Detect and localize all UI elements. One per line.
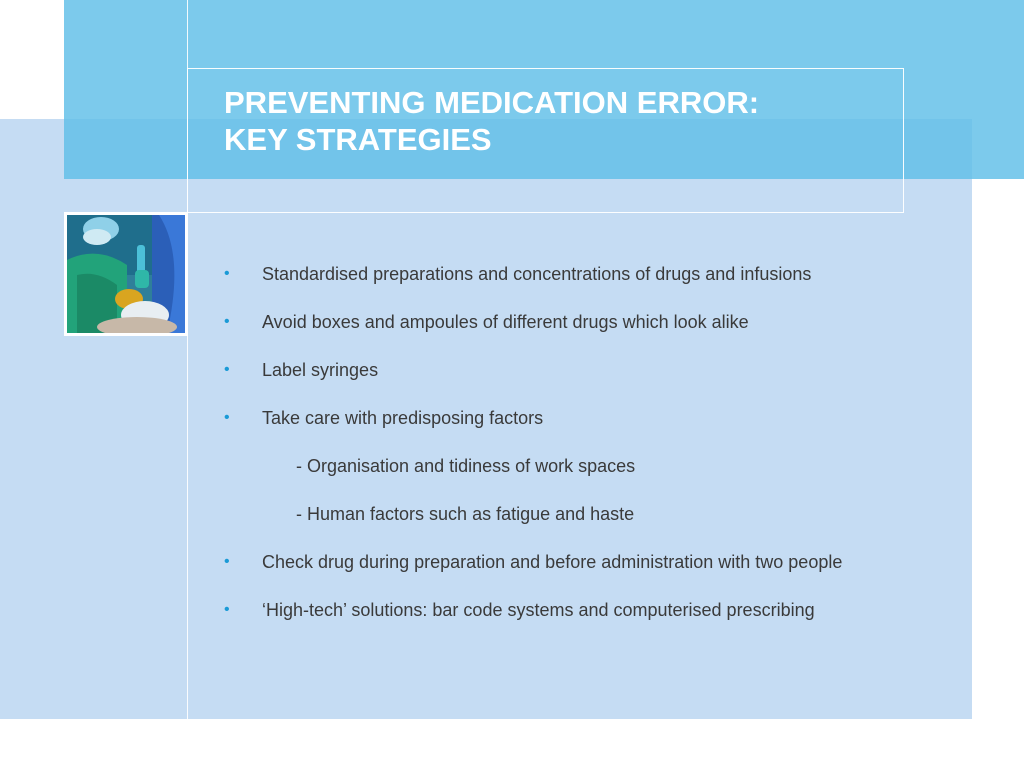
list-item-text: Standardised preparations and concentrations of drugs and infusions <box>262 264 812 284</box>
list-item-text: ‘High-tech’ solutions: bar code systems and computerised prescribing <box>262 600 815 620</box>
sub-list-item-text: - Organisation and tidiness of work spaces <box>296 456 636 476</box>
bullet-glyph: • <box>224 409 230 426</box>
bullet-glyph: • <box>224 601 230 618</box>
bullet-glyph: • <box>224 553 230 570</box>
anaesthetist-photo-icon <box>64 212 188 336</box>
slide-title <box>224 84 759 158</box>
slide-title-line-1: PREVENTING MEDICATION ERROR: <box>224 85 760 120</box>
list-item-text: Label syringes <box>262 360 379 380</box>
list-item-text: Avoid boxes and ampoules of different drugs which look alike <box>262 312 749 332</box>
bullet-glyph: • <box>224 265 230 282</box>
list-item-text: Take care with predisposing factors <box>262 408 544 428</box>
sub-list-item-text: - Human factors such as fatigue and haste <box>296 504 635 524</box>
slide-title-line-2: KEY STRATEGIES <box>224 122 492 157</box>
list-item-text: Check drug during preparation and before administration with two people <box>262 552 843 572</box>
bullet-glyph: • <box>224 361 230 378</box>
bullet-glyph: • <box>224 313 230 330</box>
